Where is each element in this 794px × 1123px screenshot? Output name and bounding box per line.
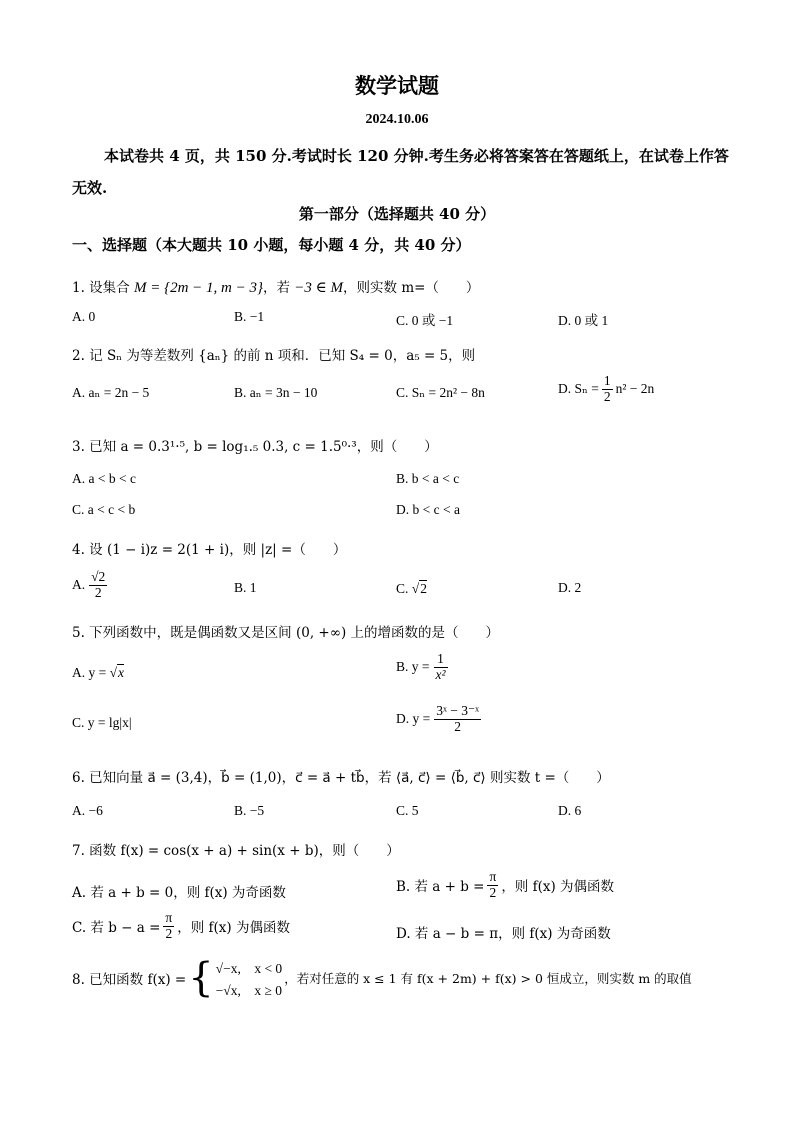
- q5-a-prefix: A. y =: [72, 665, 107, 680]
- q4-a-denominator: 2: [94, 584, 102, 600]
- q8-case-2: −√x, x ≥ 0: [215, 983, 282, 998]
- q5-d-numerator: 3ˣ − 3⁻ˣ: [436, 703, 480, 718]
- q8-piecewise: [216, 957, 283, 999]
- q1-set: M = {2m − 1, m − 3}: [133, 280, 263, 296]
- question-2: 2. 记 Sₙ 为等差数列 {aₙ} 的前 n 项和．已知 S₄ = 0，a₅ = 5，则: [72, 348, 476, 364]
- sqrt-symbol: √: [411, 581, 420, 596]
- q1-option-b: B. −1: [234, 309, 265, 324]
- q1-option-c: C. 0 或 −1: [396, 313, 454, 328]
- q2-option-a: A. aₙ = 2n − 5: [72, 385, 150, 400]
- question-3: 3. 已知 a = 0.3¹·⁵, b = log₁.₅ 0.3, c = 1.5⁰·³，则（ ）: [72, 439, 438, 455]
- q6-option-a: A. −6: [72, 803, 103, 818]
- q3-option-b: B. b < a < c: [396, 471, 460, 486]
- q4-option-a: [72, 570, 107, 601]
- question-4: 4. 设 (1 − i)z = 2(1 + i)，则 |z| =（ ）: [72, 542, 347, 558]
- q7-c-numerator: π: [165, 910, 173, 925]
- q1-mid: ，若: [263, 280, 290, 296]
- q3-option-d: D. b < c < a: [396, 502, 460, 517]
- q2-d-numerator: 1: [603, 373, 611, 388]
- q1-condition: −3 ∈ M: [294, 280, 344, 296]
- q4-c-prefix: C.: [396, 581, 409, 596]
- q6-option-b: B. −5: [234, 803, 265, 818]
- q2-d-denominator: 2: [603, 388, 611, 404]
- q5-b-denominator: x²: [435, 666, 446, 682]
- q1-prefix: 1. 设集合: [72, 280, 130, 296]
- q5-d-prefix: D. y =: [396, 711, 431, 727]
- q5-b-prefix: B. y =: [396, 659, 430, 675]
- q5-b-numerator: 1: [434, 652, 448, 668]
- q5-a-radicand: x: [118, 665, 125, 680]
- q7-option-c: [72, 911, 290, 942]
- q8-prefix: 8. 已知函数 f(x) =: [72, 972, 187, 988]
- q5-option-a: [72, 664, 124, 681]
- q4-option-b: B. 1: [234, 580, 257, 595]
- q2-d-prefix: D. Sₙ =: [558, 381, 599, 397]
- q6-option-d: D. 6: [558, 803, 582, 818]
- exam-title: 数学试题: [355, 74, 439, 98]
- q7-c-prefix: C. 若 b − a =: [72, 920, 161, 937]
- q5-option-b: [396, 652, 448, 683]
- exam-instructions: 本试卷共 4 页，共 150 分.考试时长 120 分钟.考生务必将答案答在答题纸上，在试卷上作答无效.: [72, 147, 729, 197]
- q8-suffix: ，若对任意的 x ≤ 1 有 f(x + 2m) + f(x) > 0 恒成立，则实数 m 的取值: [284, 971, 692, 986]
- question-7: 7. 函数 f(x) = cos(x + a) + sin(x + b)，则（ ）: [72, 843, 400, 859]
- q1-option-a: A. 0: [72, 309, 96, 324]
- q7-option-d: D. 若 a − b = π，则 f(x) 为奇函数: [396, 926, 611, 942]
- q7-c-denominator: 2: [165, 925, 173, 941]
- question-1: [72, 276, 479, 297]
- q7-c-suffix: ，则 f(x) 为偶函数: [177, 920, 290, 937]
- q1-option-d: D. 0 或 1: [558, 313, 609, 328]
- part-heading: 第一部分（选择题共 40 分）: [298, 205, 496, 223]
- section-heading: 一、选择题（本大题共 10 小题，每小题 4 分，共 40 分）: [72, 236, 471, 254]
- question-8: [72, 957, 692, 999]
- q3-option-c: C. a < c < b: [72, 502, 136, 517]
- q7-b-prefix: B. 若 a + b =: [396, 879, 485, 896]
- question-5: 5. 下列函数中，既是偶函数又是区间 (0, +∞) 上的增函数的是（ ）: [72, 625, 500, 641]
- q6-option-c: C. 5: [396, 803, 419, 818]
- sqrt-symbol: √: [109, 665, 118, 680]
- q2-d-fraction: [602, 374, 613, 405]
- q5-option-d: [396, 704, 481, 735]
- q2-option-c: C. Sₙ = 2n² − 8n: [396, 385, 485, 400]
- q4-option-c: [396, 580, 427, 597]
- q2-d-suffix: n² − 2n: [615, 381, 655, 397]
- q4-a-prefix: A.: [72, 577, 86, 593]
- q5-d-fraction: [434, 704, 481, 735]
- q4-c-radicand: 2: [420, 581, 427, 596]
- exam-date: 2024.10.06: [365, 112, 429, 127]
- q7-b-denominator: 2: [489, 884, 497, 900]
- q4-option-d: D. 2: [558, 580, 582, 595]
- q7-b-suffix: ，则 f(x) 为偶函数: [501, 879, 615, 896]
- q7-b-numerator: π: [489, 869, 497, 884]
- left-brace: {: [188, 955, 214, 1001]
- question-6: 6. 已知向量 a⃗ = (3,4)，b⃗ = (1,0)，c⃗ = a⃗ + tb⃗，若 ⟨a⃗, c⃗⟩ = ⟨b⃗, c⃗⟩ 则实数 t =（ ）: [72, 770, 610, 786]
- q2-option-b: B. aₙ = 3n − 10: [234, 385, 318, 400]
- q7-b-fraction: [487, 870, 498, 901]
- q7-option-b: [396, 870, 614, 901]
- q4-a-numerator: √2: [91, 569, 106, 584]
- q8-case-1: √−x, x < 0: [215, 961, 283, 976]
- q2-option-d: [558, 374, 654, 405]
- q1-suffix: ，则实数 m=（ ）: [343, 280, 480, 296]
- q5-b-fraction: [434, 652, 448, 683]
- q5-option-c: C. y = lg|x|: [72, 715, 132, 730]
- q4-a-fraction: [89, 570, 107, 601]
- q7-c-fraction: [163, 911, 174, 942]
- q5-d-denominator: 2: [454, 718, 462, 734]
- q7-option-a: A. 若 a + b = 0，则 f(x) 为奇函数: [72, 885, 286, 901]
- q3-option-a: A. a < b < c: [72, 471, 136, 486]
